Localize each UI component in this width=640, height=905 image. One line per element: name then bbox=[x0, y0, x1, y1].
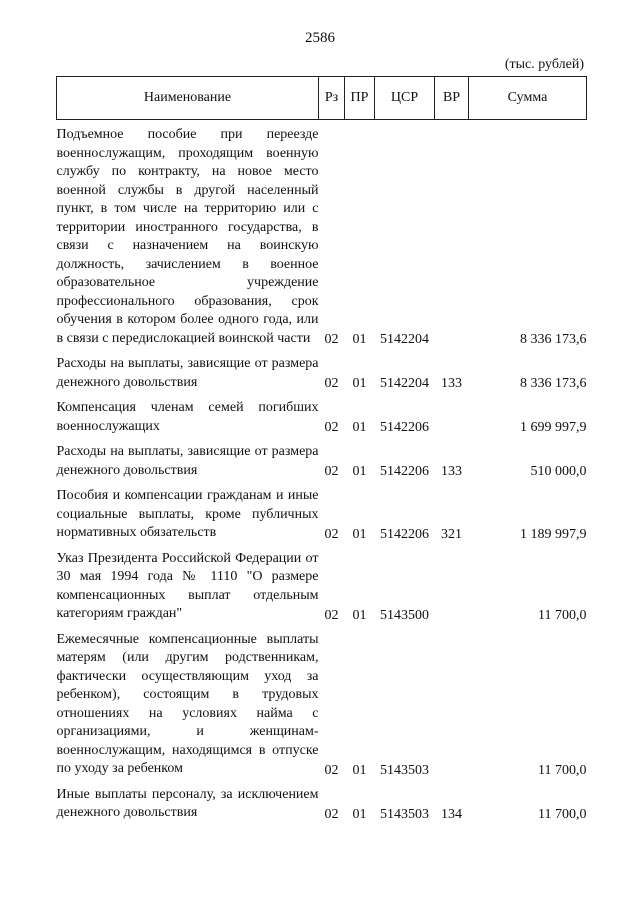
row-vr: 321 bbox=[441, 526, 462, 542]
header-pr: ПР bbox=[345, 77, 375, 120]
row-pr: 01 bbox=[352, 420, 367, 435]
row-rz: 02 bbox=[324, 464, 339, 479]
row-vr bbox=[435, 543, 469, 624]
row-name: Подъемное пособие при переезде военнослужащим, проходящим военную службу по контракту, на новое место военной службы в другой населенный пункт, в том числе на территорию или с территории иностранного государства, в связи с назначением на воинскую должность, зачислением в военное образовательное учреждение профессионального образования, срок обучения в котором более одного года, или в связи с передислокацией воинской части bbox=[56, 127, 319, 346]
row-csr: 5143503 bbox=[380, 806, 429, 822]
row-sum: 11 700,0 bbox=[538, 762, 587, 778]
row-pr: 01 bbox=[352, 332, 367, 347]
header-vr: ВР bbox=[435, 77, 469, 120]
row-sum: 1 699 997,9 bbox=[520, 420, 587, 435]
row-name: Компенсация членам семей погибших военнослужащих bbox=[56, 400, 319, 434]
units-note: (тыс. рублей) bbox=[504, 57, 584, 72]
table-row bbox=[57, 480, 587, 543]
row-rz: 02 bbox=[324, 376, 339, 391]
row-rz: 02 bbox=[324, 420, 339, 435]
row-sum: 1 189 997,9 bbox=[520, 526, 587, 542]
row-vr: 133 bbox=[441, 464, 462, 479]
table-row bbox=[57, 624, 587, 779]
row-sum: 8 336 173,6 bbox=[520, 332, 587, 347]
row-pr: 01 bbox=[352, 464, 367, 479]
row-pr: 01 bbox=[352, 526, 367, 542]
header-csr: ЦСР bbox=[375, 77, 435, 120]
row-vr: 133 bbox=[441, 376, 462, 391]
row-name: Иные выплаты персоналу, за исключением денежного довольствия bbox=[56, 786, 319, 820]
row-csr: 5142204 bbox=[380, 376, 429, 391]
row-name: Расходы на выплаты, зависящие от размера денежного довольствия bbox=[56, 356, 319, 390]
row-csr: 5142206 bbox=[380, 420, 429, 435]
table-row bbox=[57, 779, 587, 823]
row-pr: 01 bbox=[352, 762, 367, 778]
budget-table bbox=[56, 76, 587, 823]
row-sum: 8 336 173,6 bbox=[520, 376, 587, 391]
header-sum: Сумма bbox=[469, 77, 587, 120]
row-rz: 02 bbox=[324, 526, 339, 542]
row-csr: 5143500 bbox=[380, 607, 429, 623]
row-sum: 510 000,0 bbox=[530, 464, 587, 479]
table-row bbox=[57, 120, 587, 349]
header-rz: Рз bbox=[319, 77, 345, 120]
page-number: 2586 bbox=[305, 30, 335, 46]
row-pr: 01 bbox=[352, 607, 367, 623]
row-name: Пособия и компенсации гражданам и иные социальные выплаты, кроме публичных нормативных обязательств bbox=[56, 488, 319, 540]
row-sum: 11 700,0 bbox=[538, 806, 587, 822]
header-name: Наименование bbox=[57, 77, 319, 120]
row-csr: 5143503 bbox=[380, 762, 429, 778]
row-csr: 5142204 bbox=[380, 332, 429, 347]
table-row bbox=[57, 392, 587, 436]
row-rz: 02 bbox=[324, 332, 339, 347]
row-csr: 5142206 bbox=[380, 526, 429, 542]
row-vr: 134 bbox=[441, 806, 462, 822]
table-row bbox=[57, 436, 587, 480]
row-csr: 5142206 bbox=[380, 464, 429, 479]
table-row bbox=[57, 543, 587, 624]
row-pr: 01 bbox=[352, 806, 367, 822]
table-row bbox=[57, 348, 587, 392]
row-name: Указ Президента Российской Федерации от 30 мая 1994 года № 1110 "О размере компенсационных выплат отдельным категориям граждан" bbox=[56, 550, 319, 621]
row-pr: 01 bbox=[352, 376, 367, 391]
row-vr bbox=[435, 392, 469, 436]
row-rz: 02 bbox=[324, 607, 339, 623]
row-rz: 02 bbox=[324, 806, 339, 822]
row-rz: 02 bbox=[324, 762, 339, 778]
row-name: Расходы на выплаты, зависящие от размера денежного довольствия bbox=[56, 444, 319, 478]
row-name: Ежемесячные компенсационные выплаты матерям (или другим родственникам, фактически осуществляющим уход за ребенком), состоящим в трудовых отношениях на условиях найма с организациями, и женщинам-военнослужащим, находящимся в отпуске по уходу за ребенком bbox=[56, 631, 319, 776]
row-sum: 11 700,0 bbox=[538, 607, 587, 623]
table-header bbox=[57, 77, 587, 120]
row-vr bbox=[435, 120, 469, 349]
row-vr bbox=[435, 624, 469, 779]
